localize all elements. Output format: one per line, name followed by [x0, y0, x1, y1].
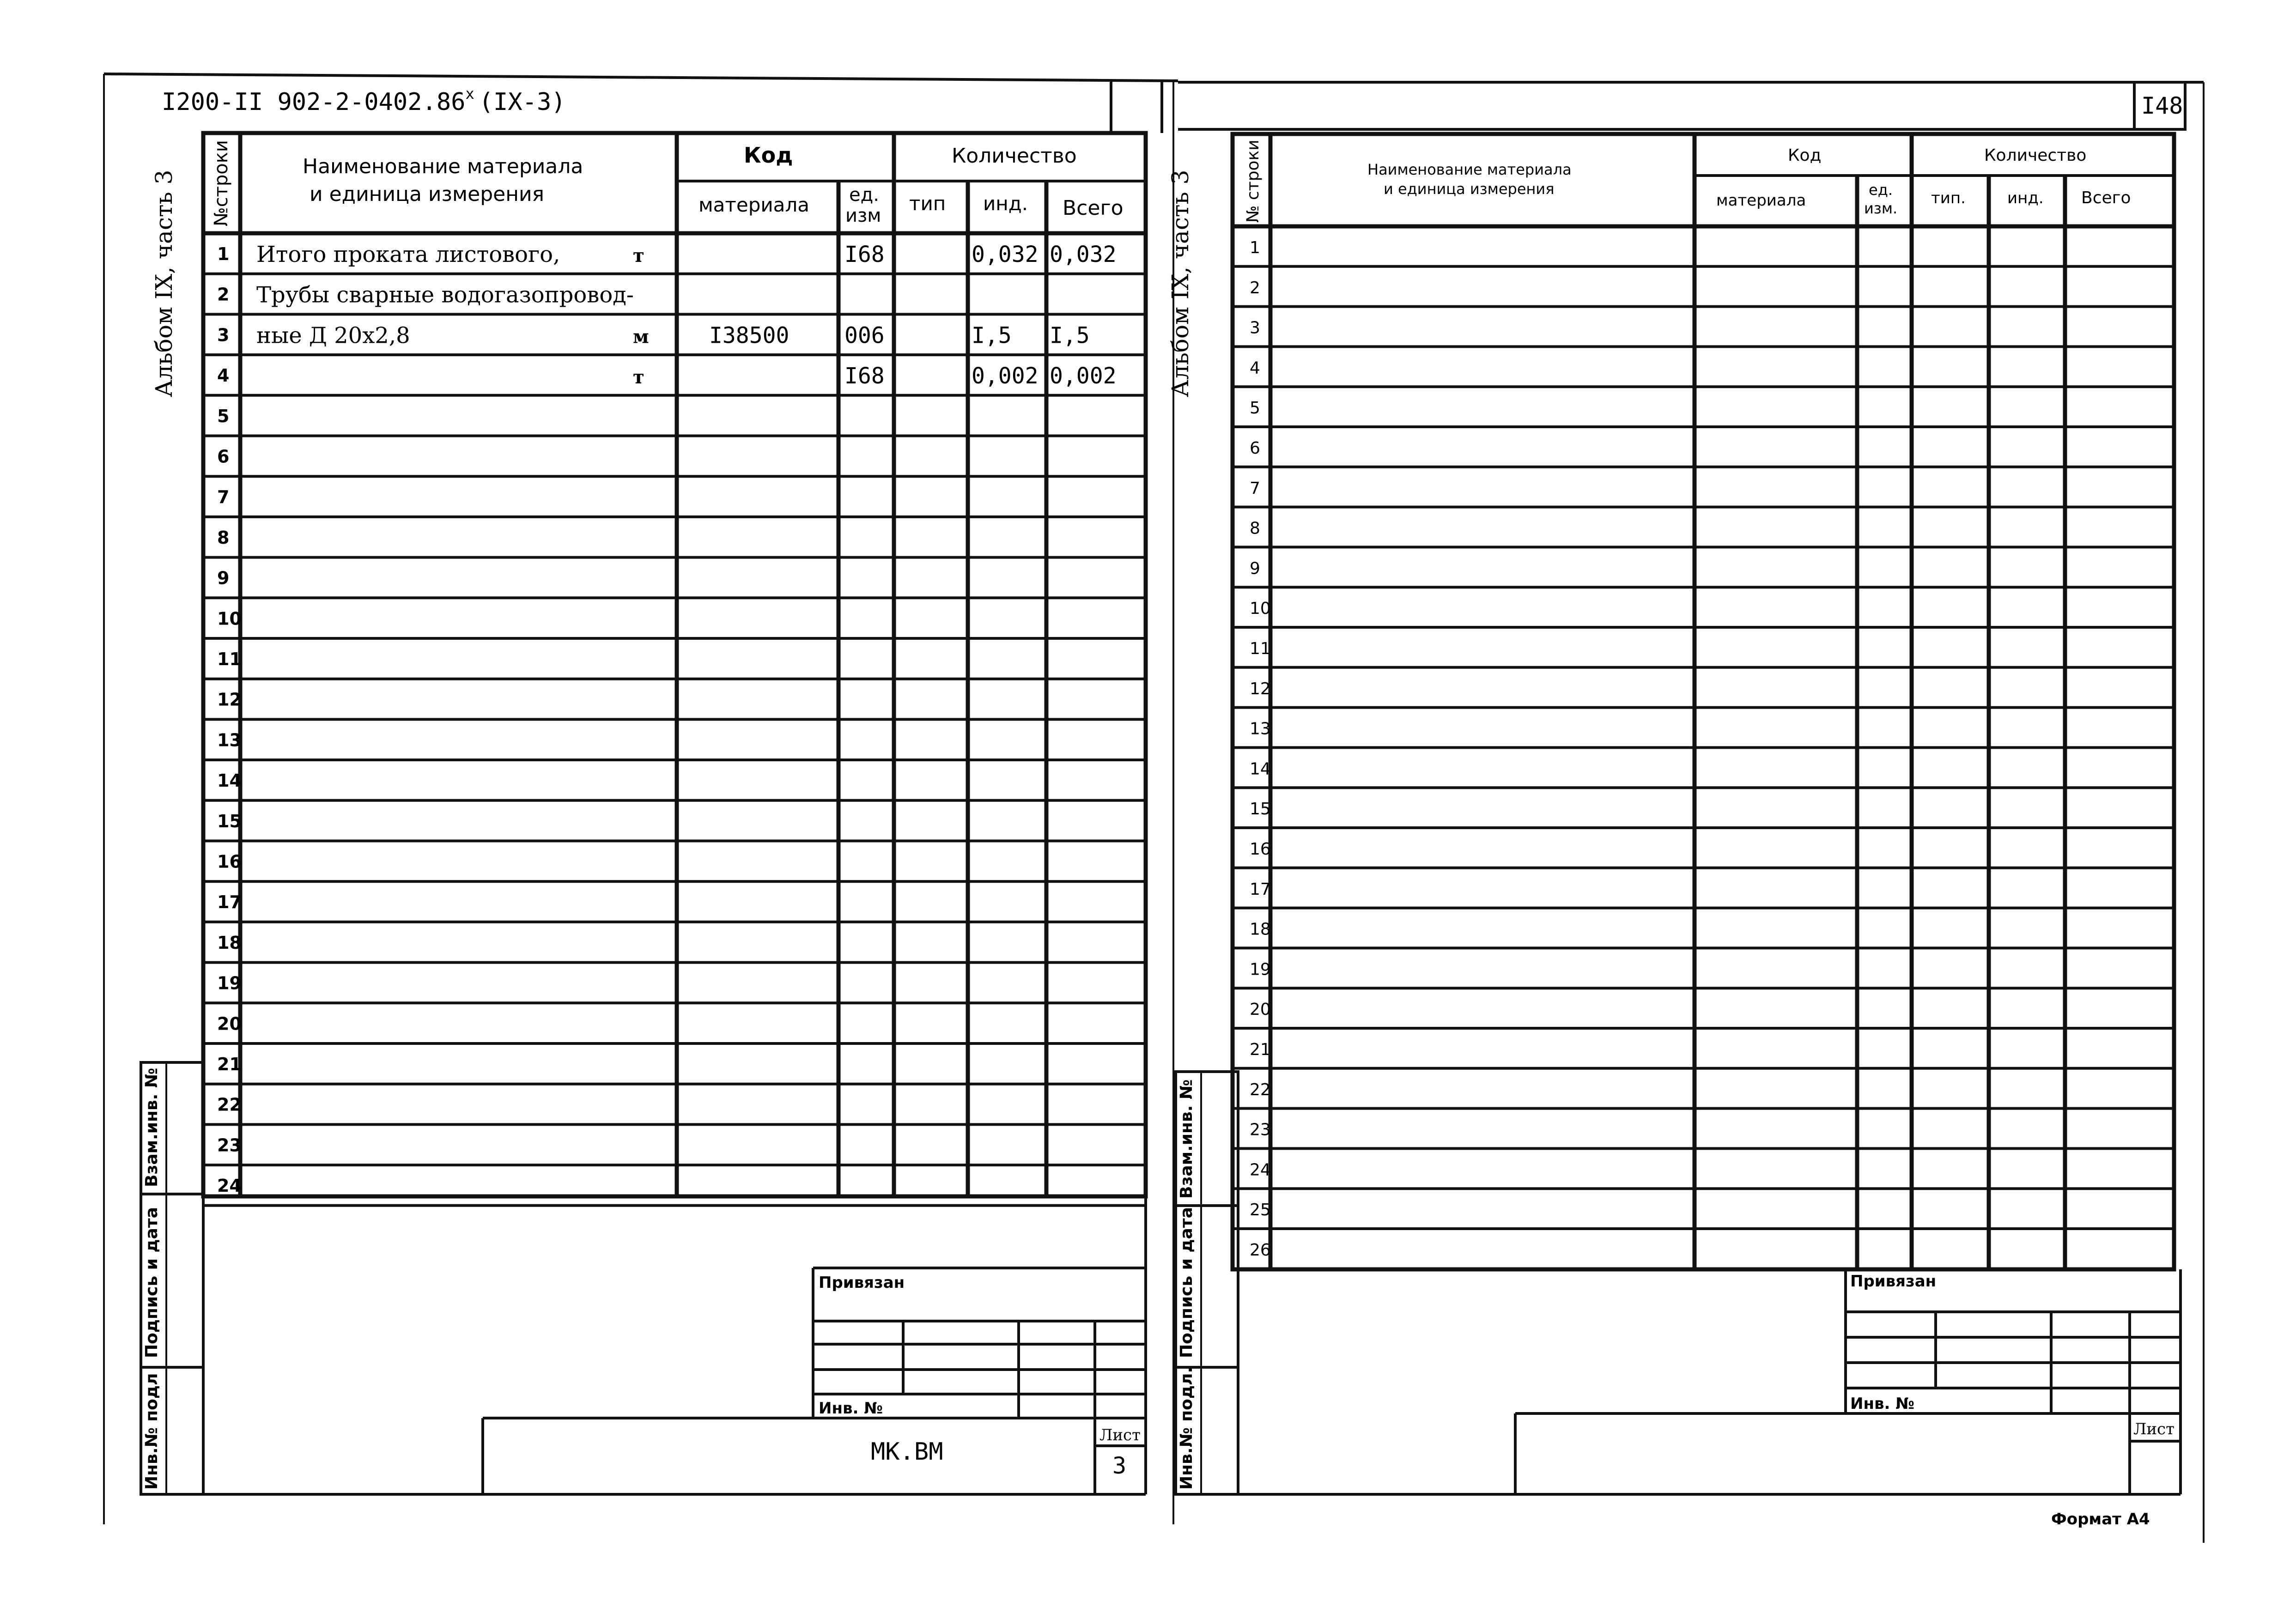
right-list-label: Лист — [2133, 1420, 2175, 1438]
left-row-number: 19 — [217, 973, 242, 994]
left-privyazan: Привязан — [819, 1274, 905, 1292]
left-row-number: 23 — [217, 1135, 242, 1156]
right-row-number: 3 — [1250, 318, 1260, 338]
left-cell-unit: т — [633, 245, 644, 267]
right-side-title: Альбом IX, часть 3 — [1167, 170, 1194, 397]
left-col-row-no: №строки — [211, 140, 232, 226]
left-col-ind: инд. — [983, 192, 1028, 215]
left-list-label: Лист — [1099, 1426, 1141, 1444]
right-col-unit-2: изм. — [1864, 200, 1898, 217]
right-row-number: 23 — [1250, 1120, 1271, 1140]
left-cell-ind: 0,002 — [972, 363, 1039, 389]
left-row-grid — [203, 242, 1146, 1206]
left-row-number: 9 — [217, 568, 230, 588]
right-row-number: 24 — [1250, 1160, 1271, 1180]
right-row-number: 20 — [1250, 1000, 1271, 1019]
right-col-ind: инд. — [2007, 189, 2044, 207]
right-col-total: Всего — [2081, 188, 2131, 207]
right-row-number: 25 — [1250, 1201, 1271, 1220]
right-row-number: 14 — [1250, 759, 1271, 779]
left-cell-name: ные Д 20х2,8 — [256, 322, 410, 349]
right-sheet — [1167, 81, 2204, 1543]
left-cell-total: 0,002 — [1050, 363, 1117, 389]
left-row-number: 5 — [217, 406, 230, 426]
left-cell-code: I38500 — [709, 322, 790, 349]
left-row-number: 24 — [217, 1176, 242, 1196]
right-row-number: 22 — [1250, 1080, 1271, 1099]
left-side-title: Альбом IX, часть 3 — [151, 170, 177, 397]
right-row-number: 8 — [1250, 519, 1260, 538]
right-col-row-no: № строки — [1244, 139, 1263, 223]
left-cell-ed: I68 — [844, 242, 885, 267]
right-row-number: 6 — [1250, 439, 1260, 458]
left-cell-ed: 006 — [844, 322, 885, 349]
left-col-unit-1: ед. — [849, 184, 879, 206]
right-col-code: Код — [1788, 146, 1822, 165]
right-row-number: 18 — [1250, 920, 1271, 939]
left-row-number: 18 — [217, 932, 242, 953]
left-row-number: 8 — [217, 527, 230, 548]
right-row-number: 17 — [1250, 879, 1271, 899]
left-row-number: 13 — [217, 730, 242, 751]
left-row-number: 2 — [217, 284, 230, 305]
left-stamp-podpis: Подпись и дата — [142, 1207, 161, 1358]
left-row-number: 6 — [217, 446, 230, 467]
left-cell-total: I,5 — [1050, 322, 1090, 349]
right-row-grid — [1233, 238, 2174, 1269]
left-inv-no: Инв. № — [819, 1399, 883, 1418]
right-row-number: 5 — [1250, 399, 1260, 418]
right-row-number: 9 — [1250, 559, 1260, 578]
left-col-total: Всего — [1063, 196, 1124, 220]
left-row-number: 11 — [217, 649, 242, 669]
left-list-no: 3 — [1112, 1452, 1127, 1479]
left-row-number: 21 — [217, 1054, 242, 1074]
right-stamp-vzam: Взам.инв. № — [1177, 1079, 1196, 1199]
right-row-number: 11 — [1250, 639, 1271, 658]
right-stamp-podpis: Подпись и дата — [1177, 1207, 1196, 1358]
left-cell-unit: т — [633, 366, 644, 388]
right-page-no: I48 — [2141, 92, 2183, 119]
left-row-number: 3 — [217, 325, 230, 346]
right-row-number: 15 — [1250, 800, 1271, 819]
right-row-number: 10 — [1250, 599, 1271, 619]
right-col-unit-1: ед. — [1869, 181, 1893, 199]
left-cell-ind: I,5 — [972, 322, 1012, 349]
right-inv-no: Инв. № — [1850, 1395, 1915, 1413]
left-row-number: 16 — [217, 851, 242, 872]
left-col-unit-2: изм — [845, 205, 881, 226]
right-row-number: 1 — [1250, 238, 1260, 257]
left-cell-unit: м — [633, 326, 649, 348]
left-col-material: материала — [699, 194, 810, 216]
left-cell-total: 0,032 — [1050, 242, 1117, 267]
left-row-number: 4 — [217, 365, 230, 386]
right-col-qty: Количество — [1984, 146, 2087, 165]
right-col-typ: тип. — [1931, 189, 1966, 207]
right-row-number: 21 — [1250, 1040, 1271, 1059]
left-sheet — [104, 74, 1178, 1524]
left-col-code: Код — [744, 143, 793, 168]
left-row-number: 22 — [217, 1094, 242, 1115]
right-row-number: 4 — [1250, 358, 1260, 378]
left-row-number: 20 — [217, 1013, 242, 1034]
right-privyazan: Привязан — [1850, 1272, 1937, 1291]
right-row-number: 13 — [1250, 719, 1271, 739]
left-stamp-inv: Инв.№ подл — [142, 1373, 161, 1490]
left-header-code: I200-II 902-2-0402.86$^x$ (IX-3) — [162, 85, 566, 116]
left-col-name-line1: Наименование материала — [303, 155, 583, 178]
right-row-number: 12 — [1250, 679, 1271, 698]
right-row-number: 7 — [1250, 479, 1260, 498]
left-row-number: 15 — [217, 811, 242, 831]
right-row-number: 19 — [1250, 960, 1271, 979]
right-row-number: 16 — [1250, 840, 1271, 859]
right-col-material: материала — [1716, 191, 1806, 210]
left-row-number: 17 — [217, 892, 242, 913]
left-col-name-line2: и единица измерения — [310, 182, 545, 206]
right-col-name-line2: и единица измерения — [1384, 180, 1555, 198]
left-cell-name: Трубы сварные водогазопровод- — [256, 282, 634, 308]
left-col-qty: Количество — [952, 144, 1077, 168]
right-row-number: 26 — [1250, 1241, 1271, 1260]
left-cell-name: Итого проката листового, — [256, 242, 560, 267]
left-row-number: 1 — [217, 244, 230, 264]
left-col-typ: тип — [909, 192, 946, 215]
right-col-name-line1: Наименование материала — [1367, 161, 1572, 178]
right-row-number: 2 — [1250, 278, 1260, 297]
left-stamp-vzam: Взам.инв. № — [142, 1067, 161, 1187]
right-format: Формат А4 — [2051, 1510, 2150, 1528]
left-row-number: 7 — [217, 487, 230, 508]
left-row-number: 10 — [217, 608, 242, 629]
right-stamp-inv: Инв.№ подл. — [1177, 1366, 1196, 1490]
left-row-number: 12 — [217, 689, 242, 710]
left-designation: МК.ВМ — [871, 1438, 943, 1466]
left-cell-ind: 0,032 — [972, 242, 1039, 267]
left-row-number: 14 — [217, 770, 242, 791]
left-cell-ed: I68 — [844, 363, 885, 389]
